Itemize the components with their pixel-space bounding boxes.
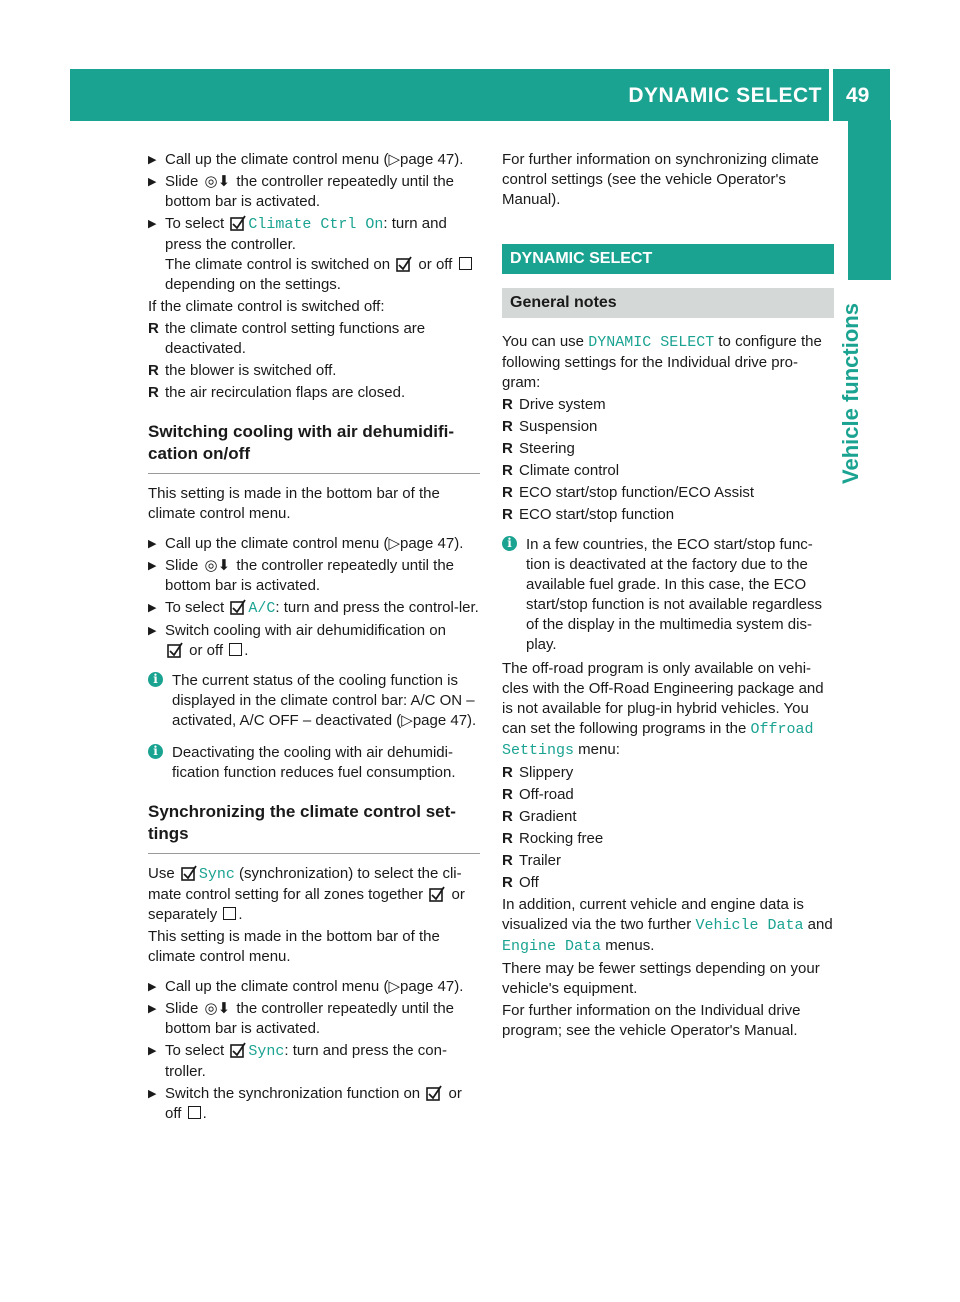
menu-code: DYNAMIC SELECT bbox=[588, 334, 715, 351]
instruction-step: ▶ To select Sync: turn and press the con-troller. bbox=[148, 1041, 480, 1082]
list-item: R Gradient bbox=[502, 808, 577, 825]
instruction-step: ▶ Switch the synchronization function on or off . bbox=[148, 1084, 480, 1124]
list-item: R Drive system bbox=[502, 396, 606, 413]
list-item: R Suspension bbox=[502, 418, 598, 435]
controller-dial-icon: ◎⬇ bbox=[204, 173, 231, 190]
info-note: i The current status of the cooling function is displayed in the climate control bar: A/C ON – activated, A/C OFF – deactivated (▷page 47). bbox=[148, 671, 480, 731]
chapter-heading: DYNAMIC SELECT bbox=[502, 244, 834, 274]
list-item: R Steering bbox=[502, 440, 575, 457]
paragraph: You can use DYNAMIC SELECT to configure the following settings for the Individual drive pro-gram: bbox=[502, 333, 822, 391]
list-item: R the climate control setting functions are deactivated. bbox=[148, 320, 426, 357]
side-tab bbox=[848, 120, 891, 280]
chapter-label: Vehicle functions bbox=[838, 303, 863, 484]
info-icon: i bbox=[502, 536, 517, 551]
checkbox-checked-icon bbox=[230, 215, 246, 231]
menu-code: Sync bbox=[198, 866, 235, 883]
controller-dial-icon: ◎⬇ bbox=[204, 557, 231, 574]
list-item: R ECO start/stop function bbox=[502, 506, 675, 523]
instruction-step: ▶ To select A/C: turn and press the control-ler. bbox=[148, 598, 480, 619]
left-column bbox=[148, 150, 480, 1126]
info-note: i Deactivating the cooling with air dehumidi-fication function reduces fuel consumption. bbox=[148, 743, 480, 783]
checkbox-checked-icon bbox=[230, 599, 246, 615]
paragraph: For further information on the Individual drive program; see the vehicle Operator's Manual. bbox=[502, 1002, 801, 1039]
instruction-step: ▶ To select Climate Ctrl On: turn and press the controller. The climate control is switched on or off depending on the settings. bbox=[148, 214, 480, 295]
paragraph: In addition, current vehicle and engine data is visualized via the two further Vehicle Data and Engine Data menus. bbox=[502, 896, 833, 955]
info-icon: i bbox=[148, 672, 163, 687]
section-title: DYNAMIC SELECT bbox=[628, 84, 822, 107]
instruction-step: ▶ Call up the climate control menu (▷page 47). bbox=[148, 977, 480, 997]
info-icon: i bbox=[148, 744, 163, 759]
paragraph: For further information on synchronizing climate control settings (see the vehicle Operator's Manual). bbox=[502, 151, 819, 208]
checkbox-empty-icon bbox=[459, 257, 472, 270]
instruction-step: ▶ Call up the climate control menu (▷page 47). bbox=[148, 150, 480, 170]
menu-code: Climate Ctrl On bbox=[248, 216, 384, 233]
paragraph: This setting is made in the bottom bar of the climate control menu. bbox=[148, 485, 440, 522]
menu-code: Offroad Settings bbox=[502, 721, 814, 759]
list-item: R ECO start/stop function/ECO Assist bbox=[502, 484, 755, 501]
list-item: R Off-road bbox=[502, 786, 574, 803]
right-column bbox=[502, 150, 834, 1043]
page-ref-icon: ▷ bbox=[401, 712, 413, 729]
checkbox-checked-icon bbox=[429, 886, 445, 902]
list-item: R Climate control bbox=[502, 462, 620, 479]
instruction-step: ▶ Slide ◎⬇ the controller repeatedly until the bottom bar is activated. bbox=[148, 556, 480, 596]
paragraph: The off-road program is only available on vehi-cles with the Off-Road Engineering package and is not available for plug-in hybrid vehicles. You can set the following programs in the Offroad Settings menu: bbox=[502, 660, 824, 759]
section-heading: Synchronizing the climate control set-tings bbox=[148, 801, 480, 854]
page-ref-icon: ▷ bbox=[388, 535, 400, 552]
info-note: i In a few countries, the ECO start/stop func-tion is deactivated at the factory due to the available fuel grade. In this case, the ECO start/stop function is not available regardless of the display in the multimedia system dis-play. bbox=[502, 535, 834, 655]
list-item: R Off bbox=[502, 874, 539, 891]
instruction-step: ▶ Switch cooling with air dehumidification on or off . bbox=[148, 621, 480, 661]
checkbox-empty-icon bbox=[229, 643, 242, 656]
checkbox-checked-icon bbox=[181, 865, 197, 881]
menu-code: Sync bbox=[248, 1043, 285, 1060]
instruction-step: ▶ Slide ◎⬇ the controller repeatedly until the bottom bar is activated. bbox=[148, 172, 480, 212]
checkbox-checked-icon bbox=[426, 1085, 442, 1101]
checkbox-checked-icon bbox=[230, 1042, 246, 1058]
paragraph: There may be fewer settings depending on your vehicle's equipment. bbox=[502, 960, 820, 997]
list-item: R Trailer bbox=[502, 852, 561, 869]
instruction-step: ▶ Call up the climate control menu (▷page 47). bbox=[148, 534, 480, 554]
header-separator bbox=[829, 69, 833, 121]
page-ref-icon: ▷ bbox=[388, 978, 400, 995]
bullet-list bbox=[502, 395, 834, 525]
menu-code: A/C bbox=[248, 600, 276, 617]
list-item: R Slippery bbox=[502, 764, 574, 781]
list-item: R the air recirculation flaps are closed. bbox=[148, 384, 406, 401]
menu-code: Engine Data bbox=[502, 938, 602, 955]
bullet-list bbox=[148, 319, 480, 403]
bullet-list bbox=[502, 763, 834, 893]
paragraph: If the climate control is switched off: bbox=[148, 298, 385, 315]
checkbox-empty-icon bbox=[223, 907, 236, 920]
list-item: R the blower is switched off. bbox=[148, 362, 337, 379]
paragraph: This setting is made in the bottom bar of the climate control menu. bbox=[148, 928, 440, 965]
list-item: R Rocking free bbox=[502, 830, 604, 847]
checkbox-checked-icon bbox=[396, 256, 412, 272]
subsection-heading: General notes bbox=[502, 288, 834, 318]
page-ref-icon: ▷ bbox=[388, 151, 400, 168]
controller-dial-icon: ◎⬇ bbox=[204, 1000, 231, 1017]
checkbox-empty-icon bbox=[188, 1106, 201, 1119]
paragraph: Use Sync (synchronization) to select the cli-mate control setting for all zones together or separately . bbox=[148, 865, 465, 923]
page-number: 49 bbox=[846, 84, 870, 107]
menu-code: Vehicle Data bbox=[695, 917, 804, 934]
section-heading: Switching cooling with air dehumidifi-cation on/off bbox=[148, 421, 480, 474]
checkbox-checked-icon bbox=[167, 642, 183, 658]
instruction-step: ▶ Slide ◎⬇ the controller repeatedly until the bottom bar is activated. bbox=[148, 999, 480, 1039]
